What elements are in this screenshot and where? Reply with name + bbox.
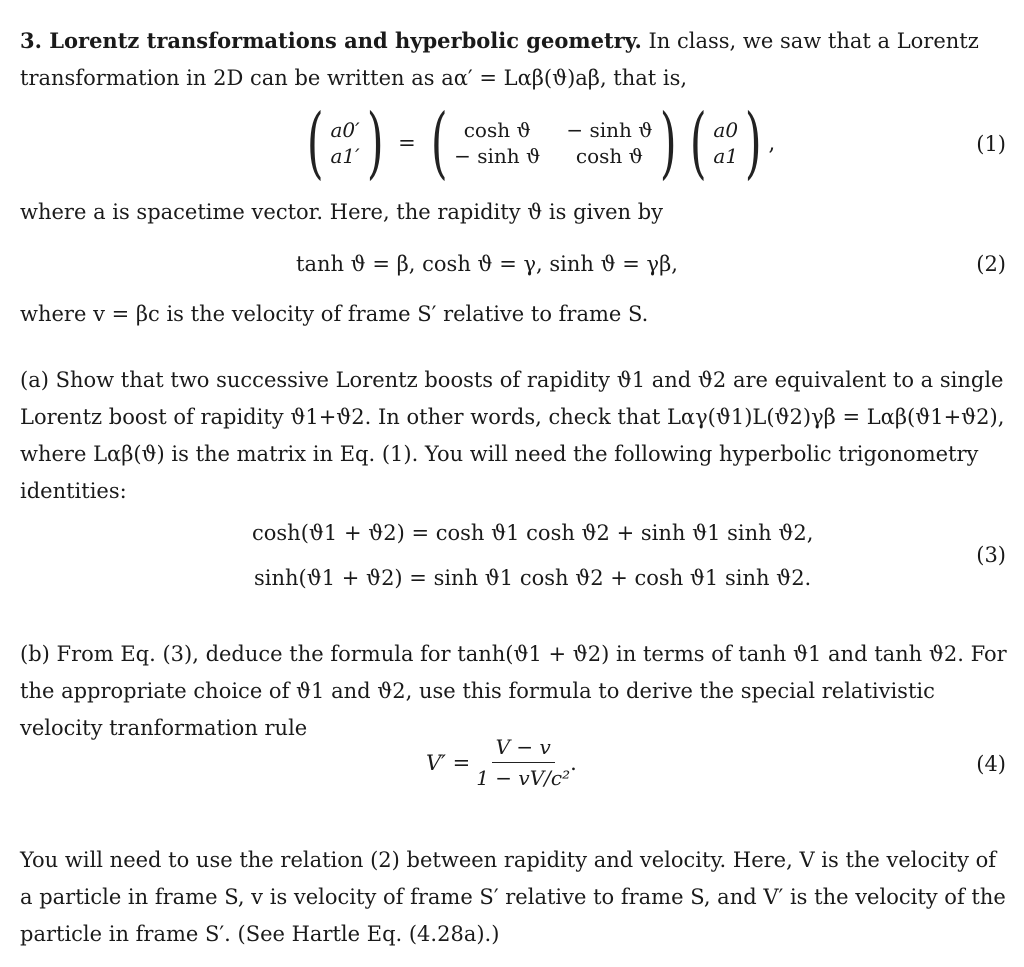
eq2-number: (2) bbox=[976, 252, 1006, 276]
intro-line1: In class, we saw that a Lorentz bbox=[641, 29, 979, 53]
part-b-text: (b) From Eq. (3), deduce the formula for tanh(ϑ1 + ϑ2) in terms of tanh ϑ1 and tanh ϑ2. For the appropriate choice of ϑ1 and ϑ2, use this formula to derive the special relativistic velocity tranformation rule bbox=[20, 642, 1007, 740]
eq1-matrix: cosh ϑ − sinh ϑ − sinh ϑ cosh ϑ bbox=[454, 118, 653, 168]
equation-1: ( a0′ a1′ ) = ( cosh ϑ − sinh ϑ − sinh ϑ cosh ϑ ) ( a0 a1 ) , bbox=[306, 98, 776, 188]
eq3-number: (3) bbox=[976, 543, 1006, 567]
eq4-denominator: 1 − vV/c² bbox=[476, 766, 571, 790]
intro-paragraph bbox=[20, 22, 1010, 97]
part-a-text: (a) Show that two successive Lorentz boosts of rapidity ϑ1 and ϑ2 are equivalent to a single Lorentz boost of rapidity ϑ1+ϑ2. In other words, check that Lαγ(ϑ1)L(ϑ2)γβ = Lαβ(ϑ1+ϑ2), where Lαβ(ϑ) is the matrix in Eq. (1). You will need the following hyperbolic trigonometry identities: bbox=[20, 368, 1005, 503]
equation-3-line2: sinh(ϑ1 + ϑ2) = sinh ϑ1 cosh ϑ2 + cosh ϑ1 sinh ϑ2. bbox=[254, 566, 812, 590]
eq1-rhs-vector: a0 a1 bbox=[713, 118, 739, 168]
equation-3-line1: cosh(ϑ1 + ϑ2) = cosh ϑ1 cosh ϑ2 + sinh ϑ1 sinh ϑ2, bbox=[252, 521, 814, 545]
problem-heading: 3. Lorentz transformations and hyperbolic geometry. bbox=[20, 28, 642, 53]
closing-text: You will need to use the relation (2) between rapidity and velocity. Here, V is the velocity of a particle in frame S, v is velocity of frame S′ relative to frame S, and V′ is the velocity of the particle in frame S′. (See Hartle Eq. (4.28a).) bbox=[20, 848, 1006, 946]
intro-line2: transformation in 2D can be written as aα′ = Lαβ(ϑ)aβ, that is, bbox=[20, 66, 688, 90]
equation-2: tanh ϑ = β, cosh ϑ = γ, sinh ϑ = γβ, bbox=[296, 252, 678, 276]
after-eq1-text: where a is spacetime vector. Here, the rapidity ϑ is given by bbox=[20, 200, 664, 224]
equation-4: V′ = $\frac{V - v}{\text{1 − vV/c²}}$ . bbox=[426, 732, 577, 793]
eq4-numerator: V − v bbox=[492, 732, 555, 763]
eq1-number: (1) bbox=[976, 132, 1006, 156]
after-eq2-text: where v = βc is the velocity of frame S′ relative to frame S. bbox=[20, 302, 649, 326]
eq4-number: (4) bbox=[976, 752, 1006, 776]
eq1-lhs-vector: a0′ a1′ bbox=[330, 118, 360, 168]
